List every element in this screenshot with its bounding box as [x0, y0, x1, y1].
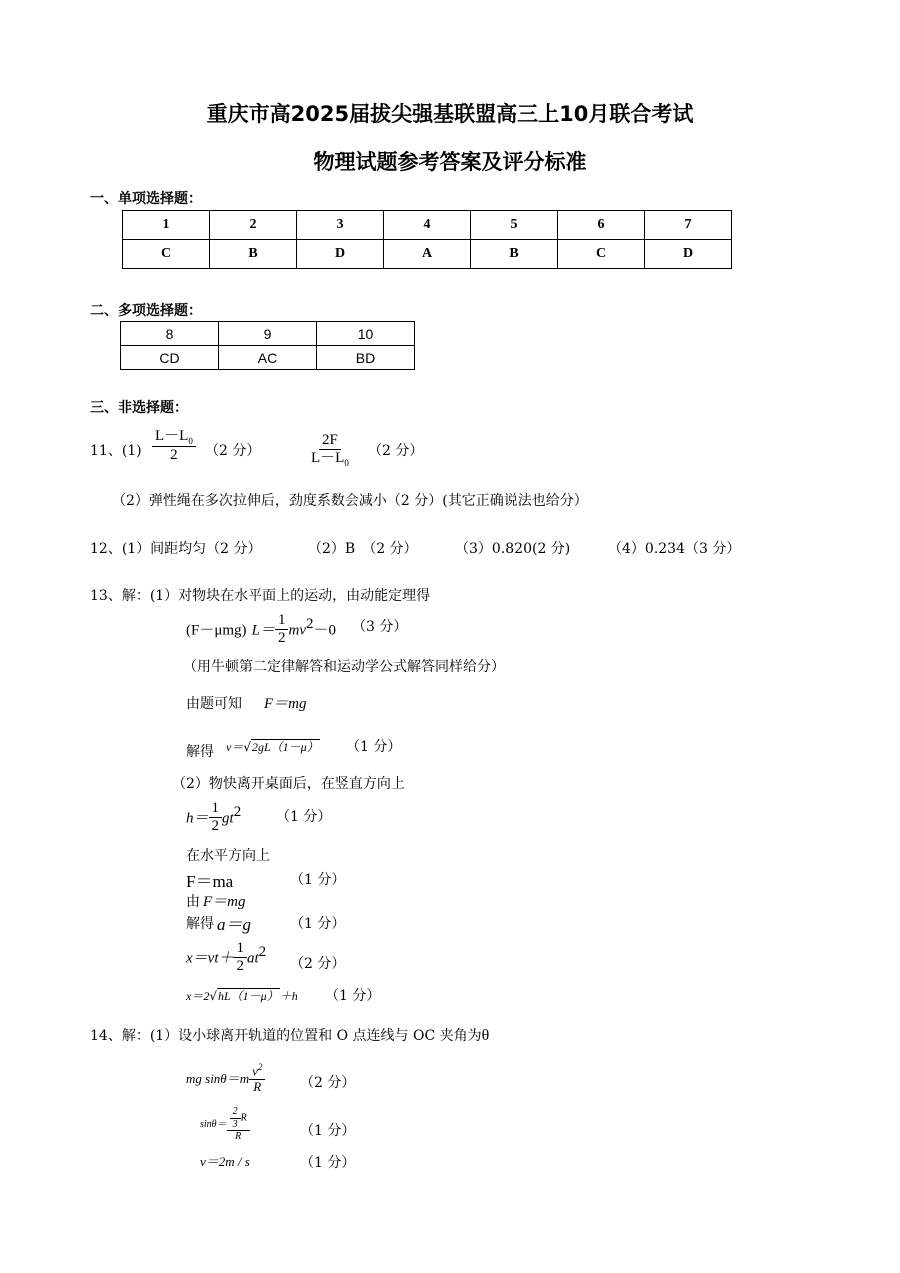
- table-cell: B: [210, 240, 297, 269]
- q14-eq1-num: v: [252, 1063, 258, 1079]
- section2-heading: 二、多项选择题：: [90, 303, 202, 319]
- q13-x1-score: （2 分）: [290, 956, 346, 972]
- q13-x2-left: x＝2: [186, 989, 210, 1003]
- q14-theta: θ: [481, 1027, 490, 1044]
- q13-intro: 13、解：(1）对物块在水平面上的运动，由动能定理得: [90, 588, 431, 604]
- q13-x2-right: ＋h: [279, 989, 298, 1003]
- q13-eq1-frac-den: 2: [277, 630, 286, 647]
- multi-choice-table: [120, 321, 415, 370]
- q13-x1-right: at: [246, 950, 259, 967]
- q13-known-eq: F＝mg: [264, 696, 307, 712]
- q13-eq1-frac-num: 1: [275, 612, 289, 630]
- q13-x1-eq: x＝vt＋ $\frac{1}{2}$ $at^2$: [186, 940, 267, 975]
- q13-Fma: F＝ma: [186, 872, 234, 891]
- q14-eq2-den: R: [235, 1131, 242, 1142]
- single-choice-table: [122, 210, 732, 269]
- q14-eq2-score: （1 分）: [300, 1123, 356, 1139]
- table-row: [121, 322, 415, 346]
- q13-x1-left: x＝vt＋: [186, 950, 234, 967]
- q14-eq1: mg sinθ＝m $\frac{v^2}{R}$: [186, 1062, 265, 1095]
- q13-x1-frac-den: 2: [236, 958, 244, 975]
- table-cell: B: [471, 240, 558, 269]
- q13-a-label: 解得: [186, 916, 214, 932]
- section3-heading: 三、非选择题：: [90, 400, 188, 416]
- q13-solve-label: 解得: [186, 744, 214, 760]
- q14-eq3-score: （1 分）: [300, 1155, 356, 1171]
- q13-eq1-tail: －0: [313, 622, 336, 639]
- q13-x1-frac-num: 1: [233, 940, 247, 958]
- q11-prefix: 11、(1): [90, 443, 142, 459]
- q13-eq1-score: （3 分）: [352, 619, 408, 635]
- q13-v-eq: v＝√2gL（1－μ）: [226, 740, 319, 754]
- q13-x2-score: （1 分）: [325, 988, 381, 1004]
- q11-fraction-1: [152, 428, 196, 465]
- q12-part4: （4）0.234（3 分）: [608, 541, 741, 557]
- table-cell: CD: [121, 346, 219, 370]
- page-subtitle: 物理试题参考答案及评分标准: [313, 150, 587, 174]
- section1-heading: 一、单项选择题：: [90, 191, 202, 207]
- q11-frac2-den-sub: 0: [344, 458, 349, 469]
- q13-Fma-score: （1 分）: [290, 872, 346, 888]
- table-cell: 5: [471, 211, 558, 240]
- q14-eq2-left: sinθ＝: [200, 1118, 227, 1130]
- q13-v-sqrt: 2gL（1－μ）: [251, 740, 319, 754]
- table-cell: BD: [317, 346, 415, 370]
- q12-part3: （3）0.820(2 分): [455, 541, 571, 557]
- q11-frac1-den: 2: [170, 447, 178, 464]
- q14-eq1-left: mg sinθ＝m: [186, 1071, 250, 1087]
- q13-eq1-right: mv: [288, 622, 306, 639]
- q13-v-score: （1 分）: [346, 739, 402, 755]
- q11-frac1-num-sub: 0: [188, 436, 193, 446]
- q13-eq1: (F－μmg) L＝ $\frac{1}{2}$ $mv^2-0$: [186, 612, 336, 647]
- q13-from-label: 由: [186, 894, 200, 910]
- table-cell: D: [297, 240, 384, 269]
- q14-eq1-den: R: [253, 1079, 262, 1095]
- table-cell: 8: [121, 322, 219, 346]
- table-cell: 1: [123, 211, 210, 240]
- q14-intro: [90, 1025, 489, 1045]
- q13-note: （用牛顿第二定律解答和运动学公式解答同样给分）: [183, 659, 505, 675]
- q13-h-eq: h＝ $\frac{1}{2}$ $gt^2$: [186, 800, 242, 835]
- q13-x2-sqrt: hL（1－μ）: [217, 989, 279, 1003]
- table-cell: 10: [317, 322, 415, 346]
- q13-h-right: gt: [222, 810, 234, 827]
- q13-h-frac-den: 2: [211, 818, 220, 835]
- q13-h-left: h＝: [186, 810, 209, 827]
- q11-score-1: （2 分）: [205, 443, 261, 459]
- q11-fraction-2: [308, 432, 352, 469]
- q11-frac1-num: L－L: [155, 428, 189, 444]
- table-row: [123, 240, 732, 269]
- q13-known-label: 由题可知: [186, 696, 242, 712]
- q13-eq1-mid: L＝: [251, 622, 275, 639]
- table-cell: D: [645, 240, 732, 269]
- q11-score-2: （2 分）: [368, 443, 424, 459]
- table-cell: 3: [297, 211, 384, 240]
- q13-a-eq: a＝g: [217, 915, 251, 934]
- q13-h-score: （1 分）: [276, 809, 332, 825]
- q13-from-eq: F＝mg: [203, 894, 246, 910]
- q11-frac2-den: L－L: [311, 450, 345, 467]
- q13-h-frac-num: 1: [209, 800, 223, 818]
- q14-eq2-R: R: [240, 1112, 247, 1124]
- q13-horizontal: 在水平方向上: [186, 848, 270, 864]
- table-cell: 2: [210, 211, 297, 240]
- table-cell: 7: [645, 211, 732, 240]
- q14-eq3: v＝2m / s: [200, 1154, 250, 1169]
- table-cell: 6: [558, 211, 645, 240]
- table-cell: C: [558, 240, 645, 269]
- q14-eq2: [200, 1106, 250, 1143]
- q13-a-score: （1 分）: [290, 916, 346, 932]
- table-cell: 4: [384, 211, 471, 240]
- table-cell: AC: [219, 346, 317, 370]
- q13-v-left: v＝: [226, 740, 244, 754]
- table-cell: A: [384, 240, 471, 269]
- q14-eq2-inner-den: 3: [232, 1118, 238, 1130]
- table-row: [121, 346, 415, 370]
- table-cell: C: [123, 240, 210, 269]
- q14-eq1-score: （2 分）: [300, 1075, 356, 1091]
- table-row: [123, 211, 732, 240]
- q11-part2: （2）弹性绳在多次拉伸后，劲度系数会减小（2 分）(其它正确说法也给分）: [112, 493, 588, 509]
- q11-frac2-num: 2F: [319, 432, 341, 450]
- page-title: 重庆市高2025届拔尖强基联盟高三上10月联合考试: [206, 102, 694, 126]
- q13-eq1-left: (F－μmg): [186, 622, 247, 639]
- table-cell: 9: [219, 322, 317, 346]
- q12-part2: （2）B （2 分）: [308, 541, 418, 557]
- q13-x2-eq: x＝2√hL（1－μ）＋h: [186, 989, 298, 1003]
- q14-eq2-inner-num: 2: [230, 1106, 241, 1119]
- q12-part1: 12、(1）间距均匀（2 分）: [90, 541, 262, 557]
- q14-intro-text: 14、解：(1）设小球离开轨道的位置和 O 点连线与 OC 夹角为: [90, 1028, 482, 1044]
- q13-part2-intro: （2）物快离开桌面后，在竖直方向上: [172, 776, 405, 792]
